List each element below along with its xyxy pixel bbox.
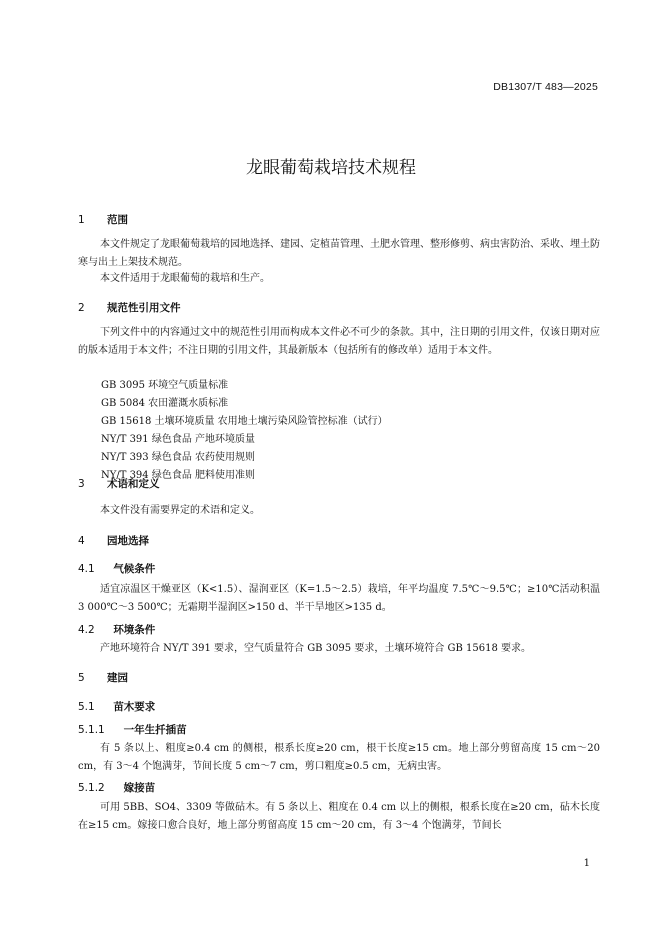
section-title: 一年生扦插苗 — [123, 724, 187, 736]
section-5-1-1-heading — [78, 722, 187, 737]
section-title: 术语和定义 — [106, 478, 160, 490]
section-number: 4 — [78, 535, 85, 547]
paragraph-environment: 产地环境符合 NY/T 391 要求，空气质量符合 GB 3095 要求，土壤环境符合 GB 15618 要求。 — [100, 643, 532, 654]
paragraph-grafted-seedling: 可用 5BB、SO4、3309 等做砧木。有 5 条以上、粗度在 0.4 cm 以上的侧根，根系长度在≥20 cm，砧木长度在≥15 cm。嫁接口愈合良好，地上部分剪留高度 15 cm～20 cm，有 3～4 个饱满芽，节间长 — [78, 802, 600, 831]
section-number: 2 — [78, 302, 85, 314]
section-5-1-heading — [78, 699, 155, 714]
page-number: 1 — [583, 858, 590, 869]
section-title: 范围 — [106, 214, 128, 226]
paragraph-terms: 本文件没有需要界定的术语和定义。 — [100, 505, 260, 516]
section-4-heading — [78, 533, 149, 548]
section-title: 嫁接苗 — [123, 782, 156, 794]
section-4-2-heading — [78, 622, 155, 637]
section-4-1-heading — [78, 561, 155, 576]
reference-item: GB 15618 土壤环境质量 农用地土壤污染风险管控标准（试行） — [101, 416, 388, 427]
section-title: 苗木要求 — [113, 701, 156, 713]
reference-item: NY/T 393 绿色食品 农药使用规则 — [101, 452, 256, 463]
section-title: 规范性引用文件 — [106, 302, 181, 314]
paragraph-cutting-seedling: 有 5 条以上、粗度≥0.4 cm 的侧根，根系长度≥20 cm，根干长度≥15 cm。地上部分剪留高度 15 cm～20 cm，有 3～4 个饱满芽，节间长度 5 cm～7 cm，剪口粗度≥0.5 cm，无病虫害。 — [78, 743, 600, 772]
section-number: 5.1 — [78, 701, 95, 713]
section-title: 环境条件 — [113, 624, 156, 636]
section-title: 气候条件 — [113, 563, 156, 575]
section-5-heading — [78, 670, 128, 685]
section-number: 3 — [78, 478, 85, 490]
section-3-heading — [78, 476, 159, 491]
reference-item: NY/T 391 绿色食品 产地环境质量 — [101, 434, 256, 445]
section-2-heading — [78, 300, 180, 315]
section-title: 园地选择 — [106, 535, 149, 547]
paragraph-climate: 适宜凉温区干燥亚区（K<1.5）、湿润亚区（K=1.5～2.5）栽培，年平均温度 7.5℃～9.5℃；≥10℃活动积温 3 000℃～3 500℃；无霜期半湿润区>150 d、半干旱地区>135 d。 — [78, 584, 600, 613]
section-1-heading — [78, 212, 128, 227]
reference-item: NY/T 394 绿色食品 肥料使用准则 — [101, 470, 256, 481]
document-id: DB1307/T 483—2025 — [493, 81, 598, 93]
section-number: 5.1.1 — [78, 724, 105, 736]
paragraph-scope-applicability: 本文件适用于龙眼葡萄的栽培和生产。 — [100, 273, 270, 284]
section-title: 建园 — [106, 672, 128, 684]
reference-item: GB 5084 农田灌溉水质标准 — [101, 398, 229, 409]
paragraph-scope: 本文件规定了龙眼葡萄栽培的园地选择、建园、定植苗管理、土肥水管理、整形修剪、病虫害防治、采收、埋土防寒与出土上架技术规范。 — [78, 239, 600, 268]
page-title: 龙眼葡萄栽培技术规程 — [246, 158, 416, 178]
reference-item: GB 3095 环境空气质量标准 — [101, 380, 229, 391]
section-number: 1 — [78, 214, 85, 226]
section-number: 4.2 — [78, 624, 95, 636]
section-number: 4.1 — [78, 563, 95, 575]
paragraph-normative-references: 下列文件中的内容通过文中的规范性引用而构成本文件必不可少的条款。其中，注日期的引用文件，仅该日期对应的版本适用于本文件；不注日期的引用文件，其最新版本（包括所有的修改单）适用于本文件。 — [78, 327, 600, 356]
section-number: 5 — [78, 672, 85, 684]
section-5-1-2-heading — [78, 780, 155, 795]
section-number: 5.1.2 — [78, 782, 105, 794]
